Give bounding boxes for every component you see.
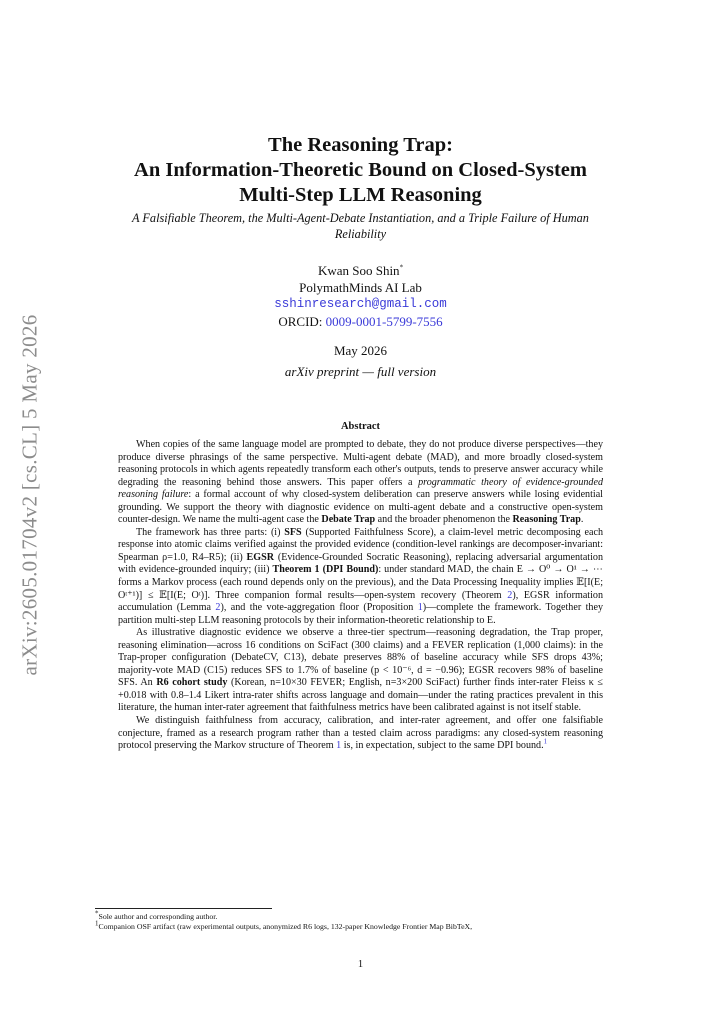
abstract-text: : a formal account of why closed-system deliberation can preserve answers while losing evidential grounding. We support the theory with diagnostic evidence on multi-agent debate and a constructive open-system counter-design. We name the multi-agent case the xyxy=(118,489,603,526)
abstract-paragraph-2 xyxy=(118,527,603,627)
abstract-text: The framework has three parts: (i) xyxy=(136,526,285,538)
abstract-paragraph-3 xyxy=(118,627,603,715)
abstract-text: . xyxy=(580,514,584,526)
orcid-label: ORCID: xyxy=(278,314,323,329)
footnote-author xyxy=(95,909,635,922)
abstract-emphasis: programmatic theory of evidence-grounded reasoning failure xyxy=(118,476,603,501)
abstract-body xyxy=(118,439,603,753)
abstract-term-reasoning-trap: Reasoning Trap xyxy=(512,514,581,526)
abstract-heading: Abstract xyxy=(340,421,381,432)
orcid-link[interactable]: 0009-0001-5799-7556 xyxy=(325,314,443,329)
title-line-3: Multi-Step LLM Reasoning xyxy=(239,184,482,206)
title-line-1: The Reasoning Trap: xyxy=(268,134,453,156)
abstract-paragraph-4 xyxy=(118,715,603,753)
footnotes xyxy=(95,909,635,932)
footnote-mark: 1 xyxy=(95,919,99,928)
subtitle-line-1: A Falsifiable Theorem, the Multi-Agent-Debate Instantiation, and a Triple Failure of Human xyxy=(132,211,589,225)
theorem-2-link[interactable]: 2 xyxy=(507,589,513,601)
paper-title xyxy=(90,133,631,208)
proposition-1-link[interactable]: 1 xyxy=(417,602,423,614)
preprint-label: arXiv preprint — full version xyxy=(284,364,437,379)
paper-subtitle xyxy=(88,210,633,242)
author-block xyxy=(160,262,561,330)
lemma-2-link[interactable]: 2 xyxy=(215,602,221,614)
author-name: Kwan Soo Shin xyxy=(317,263,400,278)
abstract-text: ), and the vote-aggregation floor (Proposition xyxy=(220,602,418,614)
page-number: 1 xyxy=(357,959,364,970)
abstract-term-r6-cohort: R6 cohort study xyxy=(156,677,228,689)
abstract-paragraph-1 xyxy=(118,439,603,527)
footnote-rule xyxy=(95,908,272,909)
abstract-text: As illustrative diagnostic evidence we observe a three-tier spectrum—reasoning degradation, the Trap proper, reasoning elimination—across 16 conditions on SciFact (300 claims) and a FEVER replication (1,000 claims): in the Trap-proper configuration (DebateCV, C13), debate preserves 88% of baseline accuracy while SFS drops 43%; majority-vote MAD (C15) reduces SFS to 1.7% of baseline (p < 10⁻⁶, d = −0.96); EGSR recovers 98% of baseline SFS. An xyxy=(118,627,603,689)
title-line-2: An Information-Theoretic Bound on Closed-System xyxy=(134,159,587,181)
paper-date: May 2026 xyxy=(333,343,388,358)
footnote-1 xyxy=(95,919,635,932)
abstract-term-egsr: EGSR xyxy=(246,551,275,563)
arxiv-stamp xyxy=(10,300,50,690)
abstract-text: (Evidence-Grounded Socratic Reasoning), replacing adversarial argumentation with evidence-grounded inquiry; (iii) xyxy=(118,551,603,576)
footnote-mark: * xyxy=(95,909,99,918)
abstract-term-sfs: SFS xyxy=(284,526,302,538)
subtitle-line-2: Reliability xyxy=(334,227,387,241)
footnote-text: Sole author and corresponding author. xyxy=(98,912,218,921)
abstract-text: and the broader phenomenon the xyxy=(375,514,513,526)
abstract-text: : under standard MAD, the chain E → O⁰ → O¹ → ⋯ forms a Markov process (each round depends only on the previous), and the Data Processing Inequality implies 𝔼[I(E; Oᵗ⁺¹)] ≤ 𝔼[I(E; Oᵗ)]. Three companion formal results—open-system recovery (Theorem xyxy=(118,564,603,601)
abstract-term-debate-trap: Debate Trap xyxy=(321,514,376,526)
abstract-term-theorem-1: Theorem 1 (DPI Bound) xyxy=(272,564,379,576)
author-footnote-mark: * xyxy=(399,263,404,272)
author-affiliation: PolymathMinds AI Lab xyxy=(299,280,422,295)
author-email-link[interactable]: sshinresearch@gmail.com xyxy=(274,297,447,311)
arxiv-stamp-text: arXiv:2605.01704v2 [cs.CL] 5 May 2026 xyxy=(17,314,42,676)
footnote-text: Companion OSF artifact (raw experimental outputs, anonymized R6 logs, 132-paper Knowledge Frontier Map BibTeX, xyxy=(98,922,473,931)
theorem-1-link[interactable]: 1 xyxy=(336,740,342,752)
abstract-text: ), EGSR information accumulation (Lemma xyxy=(118,589,603,614)
abstract-text: We distinguish faithfulness from accuracy, calibration, and inter-rater agreement, and offer one falsifiable conjecture, framed as a research program rather than a tested claim across paradigms: any closed-system reasoning protocol preserving the Markov structure of Theorem xyxy=(118,715,603,752)
footnote-1-link[interactable]: 1 xyxy=(543,737,548,746)
abstract-text: When copies of the same language model are prompted to debate, they do not produce diverse perspectives—they produce diverse phrasings of the same perspective. Multi-agent debate (MAD), and more broadly closed-system reasoning protocols in which agents repeatedly transform each other's outputs, tends to preserve answer accuracy while degrading the reasoning behind those answers. This paper offers a xyxy=(118,439,603,488)
abstract-text: (Supported Faithfulness Score), a claim-level metric decomposing each response into atomic claims verified against the provided evidence (condition-level rankings are decomposer-invariant: Spearman ρ=1.0, R4–R5); (ii) xyxy=(118,526,603,563)
abstract-text: )—complete the framework. Together they partition multi-step LLM reasoning protocols by their information-theoretic relationship to E. xyxy=(118,602,603,626)
abstract-text: is, in expectation, subject to the same DPI bound. xyxy=(341,740,544,752)
abstract-text: (Korean, n=10×30 FEVER; English, n=3×200 SciFact) further finds inter-rater Fleiss κ ≤ +0.018 with 0.8–1.4 Likert intra-rater shifts across language and domain—under the rating practices prevalent in this literature, the human inter-rater agreement that faithfulness metrics have been calibrated against is not itself stable. xyxy=(118,677,603,714)
